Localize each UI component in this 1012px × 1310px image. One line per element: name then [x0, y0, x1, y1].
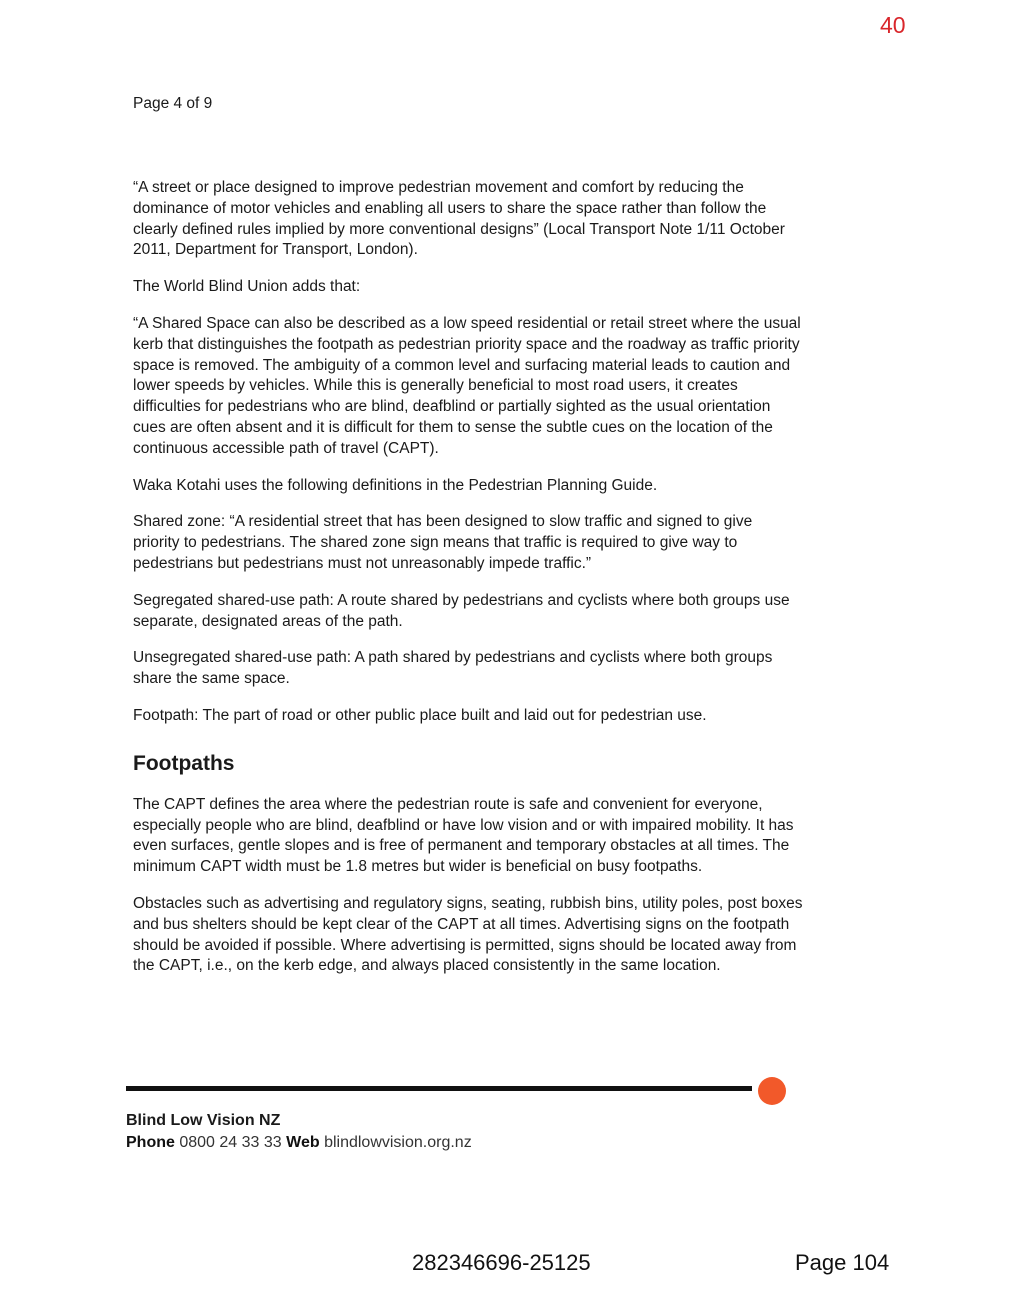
paragraph-shared-space-quote: “A Shared Space can also be described as a low speed residential or retail street where the usual kerb that distinguishes the footpath as pedestrian priority space and the roadway as traffic priority space is removed. The ambiguity of a common level and surfacing material leads to caution and lower speeds by vehicles. While this is generally beneficial to most road users, it creates difficulties for pedestrians who are blind, deafblind or partially sighted as the usual orientation cues are often absent and it is difficult for them to sense the subtle cues on the location of the continuous accessible path of travel (CAPT).: [133, 314, 801, 457]
footer-accent-dot: [758, 1077, 786, 1105]
page-stamp-number: 40: [880, 12, 906, 38]
page-of-indicator: Page 4 of 9: [133, 95, 213, 112]
document-body: [133, 178, 803, 993]
page-number: Page 104: [795, 1250, 890, 1275]
footer-org-name: Blind Low Vision NZ: [126, 1112, 281, 1129]
section-heading-footpaths: Footpaths: [133, 751, 235, 775]
web-address: blindlowvision.org.nz: [324, 1134, 472, 1151]
paragraph-segregated-path: Segregated shared-use path: A route shared by pedestrians and cyclists where both groups use separate, designated areas of the path.: [133, 591, 790, 630]
paragraph-capt: The CAPT defines the area where the pedestrian route is safe and convenient for everyone, especially people who are blind, deafblind or have low vision and or with impaired mobility. It has even surfaces, gentle slopes and is free of permanent and temporary obstacles at all times. The minimum CAPT width must be 1.8 metres but wider is beneficial on busy footpaths.: [133, 795, 794, 876]
paragraph-shared-zone: Shared zone: “A residential street that has been designed to slow traffic and signed to give priority to pedestrians. The shared zone sign means that traffic is required to give way to pedestrians but pedestrians must not unreasonably impede traffic.”: [133, 513, 753, 572]
paragraph-unsegregated-path: Unsegregated shared-use path: A path shared by pedestrians and cyclists where both groups share the same space.: [133, 649, 773, 688]
phone-label: Phone: [126, 1134, 175, 1151]
footer-divider: [126, 1086, 752, 1091]
paragraph-footpath-definition: Footpath: The part of road or other public place built and laid out for pedestrian use.: [133, 706, 707, 724]
footer-contact: [126, 1134, 472, 1152]
document-id: 282346696-25125: [412, 1250, 591, 1275]
phone-number: 0800 24 33 33: [179, 1134, 282, 1151]
paragraph-obstacles: Obstacles such as advertising and regulatory signs, seating, rubbish bins, utility poles, post boxes and bus shelters should be kept clear of the CAPT at all times. Advertising signs on the footpath should be avoided if possible. Where advertising is permitted, signs should be located away from the CAPT, i.e., on the kerb edge, and always placed consistently in the same location.: [133, 894, 803, 975]
paragraph-definition-quote: “A street or place designed to improve pedestrian movement and comfort by reducing the dominance of motor vehicles and enabling all users to share the space rather than follow the clearly defined rules implied by more conventional designs” (Local Transport Note 1/11 October 2011, Department for Transport, London).: [133, 179, 785, 259]
web-label: Web: [286, 1134, 320, 1151]
paragraph-world-blind-union: The World Blind Union adds that:: [133, 278, 361, 296]
paragraph-waka-kotahi: Waka Kotahi uses the following definitions in the Pedestrian Planning Guide.: [133, 476, 658, 494]
